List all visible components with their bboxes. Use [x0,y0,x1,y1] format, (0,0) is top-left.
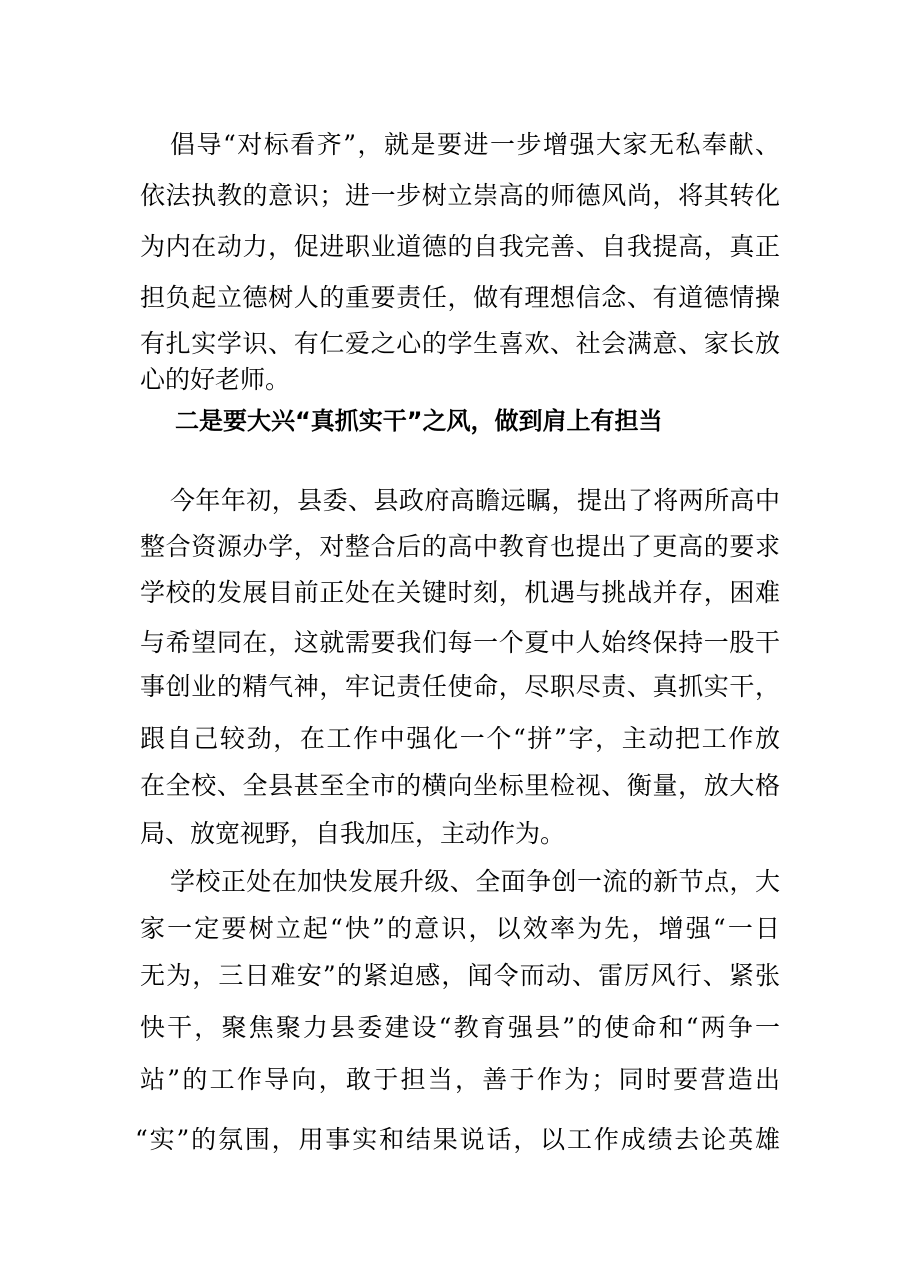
text-line: 快干，聚焦聚力县委建设“教育强县”的使命和“两争一 [140,1013,780,1042]
text-line: “实”的氛围，用事实和结果说话，以工作成绩去论英雄 [135,1125,780,1154]
text-line: 有扎实学识、有仁爱之心的学生喜欢、社会满意、家长放 [140,329,780,358]
text-line: 站”的工作导向，敢于担当，善于作为；同时要营造出 [140,1065,780,1094]
text-line: 整合资源办学，对整合后的高中教育也提出了更高的要求 [140,532,780,561]
text-line: 家一定要树立起“快”的意识，以效率为先，增强“一日 [140,914,780,943]
text-line: 为内在动力，促进职业道德的自我完善、自我提高，真正 [140,232,780,261]
text-line: 依法执教的意识；进一步树立崇高的师德风尚，将其转化 [140,181,780,210]
text-line: 心的好老师。 [140,365,291,394]
text-line: 在全校、全县甚至全市的横向坐标里检视、衡量，放大格 [140,771,780,800]
text-line: 无为，三日难安”的紧迫感，闻令而动、雷厉风行、紧张 [140,961,780,990]
text-line: 担负起立德树人的重要责任，做有理想信念、有道德情操 [140,283,780,312]
text-line: 倡导“对标看齐”，就是要进一步增强大家无私奉献、 [170,130,780,159]
text-line: 学校的发展目前正处在关键时刻，机遇与挑战并存，困难 [140,578,780,607]
text-line: 学校正处在加快发展升级、全面争创一流的新节点，大 [170,867,780,896]
text-line: 与希望同在，这就需要我们每一个夏中人始终保持一股干 [140,628,780,657]
section-heading: 二是要大兴“真抓实干”之风，做到肩上有担当 [175,407,663,435]
text-line: 事创业的精气神，牢记责任使命，尽职尽责、真抓实干， [140,672,780,701]
text-line: 局、放宽视野，自我加压，主动作为。 [140,819,566,848]
text-line: 跟自己较劲，在工作中强化一个“拼”字，主动把工作放 [140,724,780,753]
text-line: 今年年初，县委、县政府高瞻远瞩，提出了将两所高中 [170,486,780,515]
